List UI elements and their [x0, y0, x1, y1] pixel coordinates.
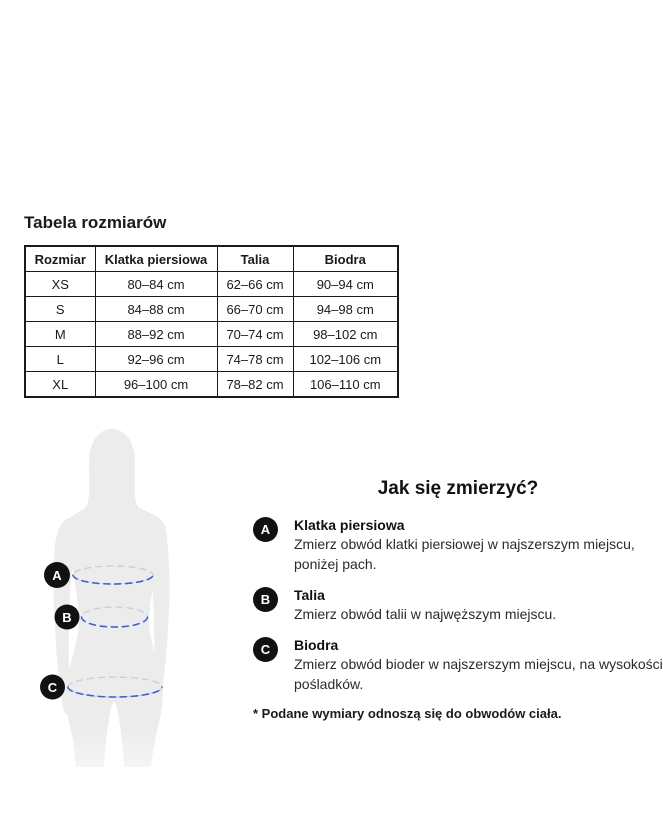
- size-table: [24, 245, 399, 398]
- how-to-item-title: Talia: [294, 587, 325, 603]
- cell-hips: 94–98 cm: [293, 297, 398, 322]
- cell-waist: 66–70 cm: [217, 297, 293, 322]
- cell-waist: 74–78 cm: [217, 347, 293, 372]
- how-to-item-chest: [253, 516, 663, 574]
- figure-marker-c-label: C: [47, 680, 58, 695]
- cell-size: XL: [25, 372, 95, 398]
- how-to-item-line: poniżej pach.: [294, 556, 377, 572]
- how-to-item-line: Zmierz obwód klatki piersiowej w najszerszym miejscu,: [294, 536, 635, 552]
- how-to-item-text: [294, 586, 556, 624]
- cell-waist: 62–66 cm: [217, 272, 293, 297]
- cell-size: XS: [25, 272, 95, 297]
- table-row: [25, 372, 398, 398]
- letter-badge-c: C: [253, 637, 278, 662]
- cell-hips: 102–106 cm: [293, 347, 398, 372]
- size-table-heading: Tabela rozmiarów: [24, 213, 167, 232]
- table-row: [25, 322, 398, 347]
- cell-waist: 70–74 cm: [217, 322, 293, 347]
- letter-badge-a: A: [253, 517, 278, 542]
- how-to-item-title: Biodra: [294, 637, 339, 653]
- col-header-chest: Klatka piersiowa: [95, 246, 217, 272]
- cell-hips: 106–110 cm: [293, 372, 398, 398]
- female-silhouette: [54, 429, 170, 767]
- how-to-item-line: pośladków.: [294, 676, 364, 692]
- col-header-hips: Biodra: [293, 246, 398, 272]
- cell-chest: 92–96 cm: [95, 347, 217, 372]
- how-to-item-line: Zmierz obwód talii w najwęższym miejscu.: [294, 606, 557, 622]
- cell-chest: 84–88 cm: [95, 297, 217, 322]
- size-table-header-row: [25, 246, 398, 272]
- how-to-measure-heading: Jak się zmierzyć?: [377, 478, 539, 499]
- how-to-item-hips: [253, 636, 663, 694]
- figure-marker-b-label: B: [62, 610, 72, 625]
- how-to-item-waist: [253, 586, 663, 624]
- col-header-size: Rozmiar: [25, 246, 95, 272]
- cell-hips: 90–94 cm: [293, 272, 398, 297]
- cell-hips: 98–102 cm: [293, 322, 398, 347]
- body-measurements-footnote: * Podane wymiary odnoszą się do obwodów ciała.: [253, 706, 562, 721]
- cell-chest: 88–92 cm: [95, 322, 217, 347]
- cell-waist: 78–82 cm: [217, 372, 293, 398]
- silhouette-torso: [61, 429, 167, 767]
- how-to-item-line: Zmierz obwód bioder w najszerszym miejscu, na wysokości: [294, 656, 663, 672]
- table-row: [25, 347, 398, 372]
- body-measurement-figure: [30, 415, 260, 815]
- how-to-measure-section: [253, 478, 663, 721]
- how-to-item-text: [294, 516, 635, 574]
- cell-size: M: [25, 322, 95, 347]
- letter-badge-b: B: [253, 587, 278, 612]
- table-row: [25, 272, 398, 297]
- how-to-item-title: Klatka piersiowa: [294, 517, 405, 533]
- how-to-item-text: [294, 636, 663, 694]
- figure-marker-a-label: A: [52, 568, 62, 583]
- cell-size: S: [25, 297, 95, 322]
- cell-size: L: [25, 347, 95, 372]
- col-header-waist: Talia: [217, 246, 293, 272]
- table-row: [25, 297, 398, 322]
- cell-chest: 96–100 cm: [95, 372, 217, 398]
- cell-chest: 80–84 cm: [95, 272, 217, 297]
